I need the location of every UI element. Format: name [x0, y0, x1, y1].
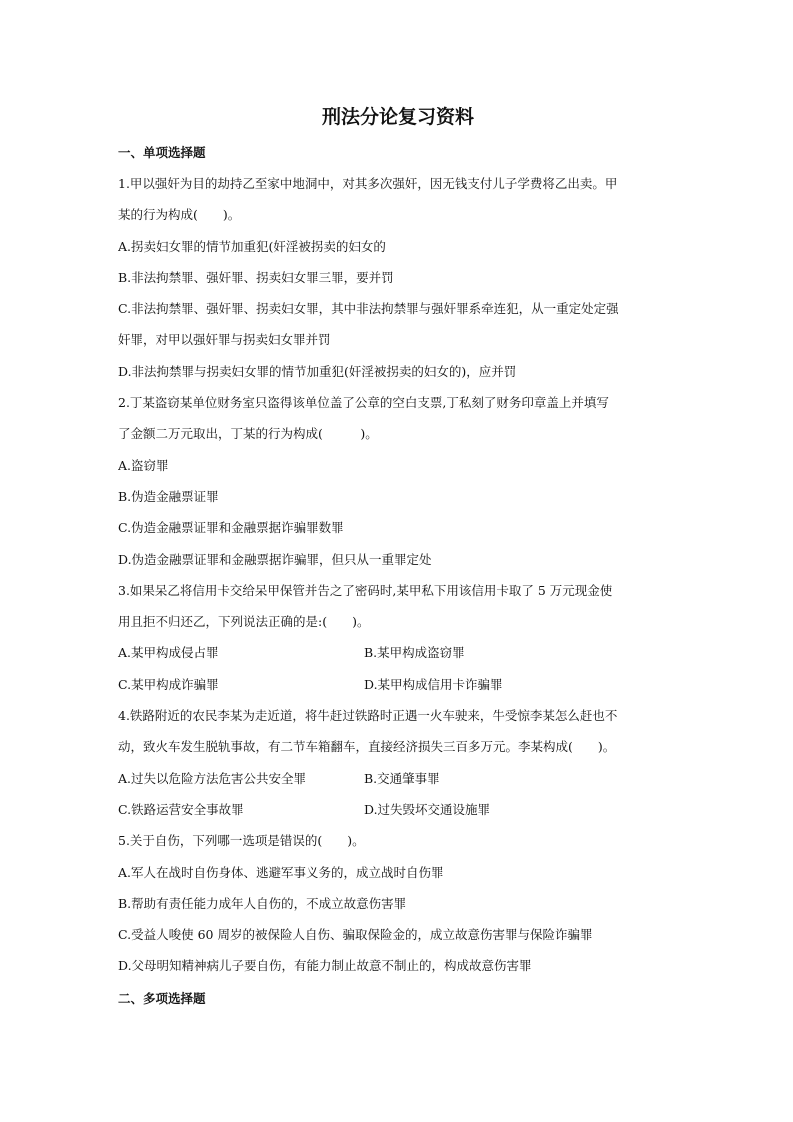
document-page [118, 102, 678, 1014]
question-3 [118, 575, 678, 700]
question-1-stem-line-2: 某的行为构成( )。 [118, 207, 241, 223]
question-1-option-a: A.拐卖妇女罪的情节加重犯(奸淫被拐卖的妇女的 [118, 238, 386, 254]
question-4-option-c: C.铁路运营安全事故罪 [118, 801, 244, 817]
question-5-stem-line-1: 5.关于自伤，下列哪一选项是错误的( )。 [118, 833, 365, 849]
question-3-option-c: C.某甲构成诈骗罪 [118, 676, 219, 692]
question-4-stem-line-1: 4.铁路附近的农民李某为走近道，将牛赶过铁路时正遇一火车驶来，牛受惊李某怎么赶也不 [118, 708, 618, 724]
question-2-option-a: A.盗窃罪 [118, 457, 169, 473]
section-heading-multiple-choice: 二、多项选择题 [118, 990, 206, 1006]
question-3-options-row-1 [118, 637, 678, 668]
question-5-option-c: C.受益人唆使 60 周岁的被保险人自伤、骗取保险金的，成立故意伤害罪与保险诈骗罪 [118, 927, 593, 943]
question-1-option-d: D.非法拘禁罪与拐卖妇女罪的情节加重犯(奸淫被拐卖的妇女的)，应并罚 [118, 363, 517, 379]
question-3-stem-line-2: 用且拒不归还乙，下列说法正确的是:( )。 [118, 614, 370, 630]
question-2-option-b: B.伪造金融票证罪 [118, 488, 219, 504]
question-3-options-row-2 [118, 669, 678, 700]
question-5-option-d: D.父母明知精神病儿子要自伤，有能力制止故意不制止的，构成故意伤害罪 [118, 958, 532, 974]
question-2-option-d: D.伪造金融票证罪和金融票据诈骗罪，但只从一重罪定处 [118, 551, 432, 567]
question-3-option-b: B.某甲构成盗窃罪 [364, 645, 465, 661]
question-4-option-d: D.过失毁坏交通设施罪 [364, 801, 491, 817]
question-4-stem-line-2: 动，致火车发生脱轨事故，有二节车箱翻车，直接经济损失三百多万元。李某构成( )。 [118, 739, 616, 755]
question-4 [118, 700, 678, 825]
question-3-option-d: D.某甲构成信用卡诈骗罪 [364, 676, 503, 692]
question-2 [118, 387, 678, 575]
question-5-option-b: B.帮助有责任能力成年人自伤的，不成立故意伤害罪 [118, 895, 407, 911]
question-4-option-a: A.过失以危险方法危害公共安全罪 [118, 770, 307, 786]
question-4-option-b: B.交通肇事罪 [364, 770, 440, 786]
question-5 [118, 825, 678, 981]
question-1-option-c: C.非法拘禁罪、强奸罪、拐卖妇女罪，其中非法拘禁罪与强奸罪系牵连犯，从一重定处定强 [118, 301, 619, 317]
document-title: 刑法分论复习资料 [321, 106, 474, 128]
question-2-stem-line-2: 了金额二万元取出，丁某的行为构成( )。 [118, 426, 378, 442]
section-heading-single-choice: 一、单项选择题 [118, 145, 206, 160]
question-4-options-row-2 [118, 794, 678, 825]
question-1 [118, 168, 678, 387]
question-4-options-row-1 [118, 763, 678, 794]
question-3-stem-line-1: 3.如果呆乙将信用卡交给呆甲保管并告之了密码时,某甲私下用该信用卡取了 5 万元现金使 [118, 582, 613, 598]
question-1-stem-line-1: 1.甲以强奸为目的劫持乙至家中地洞中，对其多次强奸，因无钱支付儿子学费将乙出卖。甲 [118, 176, 618, 191]
question-5-option-a: A.军人在战时自伤身体、逃避军事义务的，成立战时自伤罪 [118, 864, 444, 880]
question-3-option-a: A.某甲构成侵占罪 [118, 645, 219, 661]
question-1-option-c-continued: 奸罪，对甲以强奸罪与拐卖妇女罪并罚 [118, 332, 331, 348]
question-2-stem-line-1: 2.丁某盗窃某单位财务室只盗得该单位盖了公章的空白支票,丁私刻了财务印章盖上并填写 [118, 395, 609, 411]
question-1-option-b: B.非法拘禁罪、强奸罪、拐卖妇女罪三罪，要并罚 [118, 269, 394, 285]
question-2-option-c: C.伪造金融票证罪和金融票据诈骗罪数罪 [118, 520, 344, 536]
